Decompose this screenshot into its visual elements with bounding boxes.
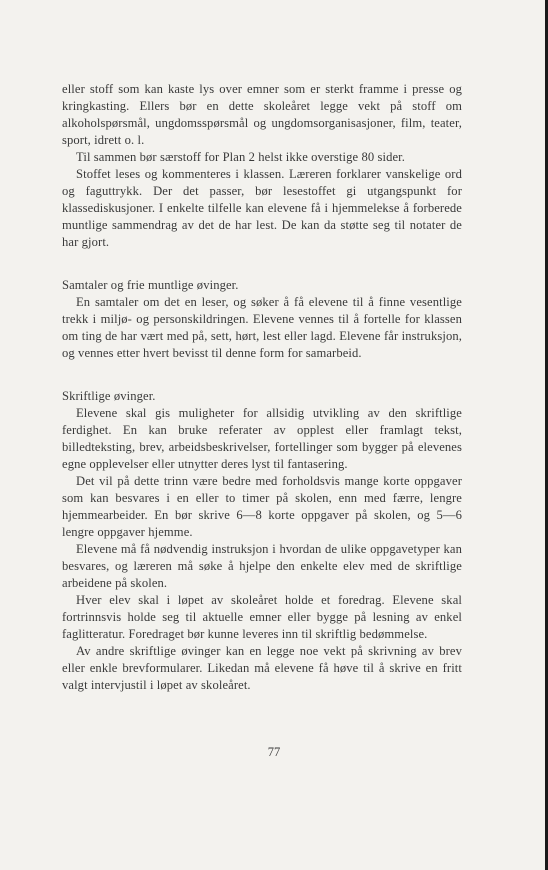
paragraph: Hver elev skal i løpet av skoleåret holde et foredrag. Elevene skal fortrinnsvis holde seg til aktuelle emner eller bygge på lesning av enkel faglitteratur. Foredraget bør kunne leveres inn til skriftlig bedømmelse. — [62, 593, 462, 641]
paragraph: Til sammen bør særstoff for Plan 2 helst ikke overstige 80 sider. — [76, 150, 406, 164]
paragraph: Det vil på dette trinn være bedre med forholdsvis mange korte oppgaver som kan besvares i en eller to timer på skolen, enn med færre, lengre hjemmearbeider. En bør skrive 6—8 korte oppgaver på skolen, og 5—6 lengre oppgaver hjemme. — [62, 474, 462, 539]
section-heading: Samtaler og frie muntlige øvinger. — [62, 278, 239, 292]
paragraph: En samtaler om det en leser, og søker å få elevene til å finne vesentlige trekk i miljø- og personskildringen. Elevene vennes til å fortelle for klassen om ting de har vært med på, sett, hørt, lest eller lagd. Elevene får instruksjon, og vennes etter hvert bevisst til denne form for samarbeid. — [62, 295, 462, 360]
page-body — [62, 81, 462, 694]
paragraph: Av andre skriftlige øvinger kan en legge noe vekt på skrivning av brev eller enkle brevformularer. Likedan må elevene få høve til å skrive en fritt valgt intervjustil i løpet av skoleåret. — [62, 644, 462, 692]
paragraph: Elevene må få nødvendig instruksjon i hvordan de ulike oppgavetyper kan besvares, og læreren må søke å hjelpe den enkelte elev med de skriftlige arbeidene på skolen. — [62, 542, 462, 590]
section-heading: Skriftlige øvinger. — [62, 389, 156, 403]
paragraph: Elevene skal gis muligheter for allsidig utvikling av den skriftlige ferdighet. En kan bruke referater av opplest eller framlagt tekst, billedteksting, brev, arbeidsbeskrivelser, fortellinger som bygger på elevenes egne opplevelser eller utnytter deres lyst til fantasering. — [62, 406, 462, 471]
paragraph: Stoffet leses og kommenteres i klassen. Læreren forklarer vanskelige ord og faguttrykk. Der det passer, bør lesestoffet gi utgangspunkt for klassediskusjoner. I enkelte tilfelle kan elevene få i hjemmelekse å forberede muntlige sammendrag av det de har lest. De kan da støtte seg til notater de har gjort. — [62, 167, 462, 249]
page-number: 77 — [267, 745, 281, 759]
paragraph-continuation: eller stoff som kan kaste lys over emner som er sterkt framme i presse og kringkasting. Ellers bør en dette skoleåret legge vekt på stoff om alkoholspørsmål, ungdomsspørsmål og ungdomsorganisasjoner, film, teater, sport, idrett o. l. — [62, 82, 462, 147]
